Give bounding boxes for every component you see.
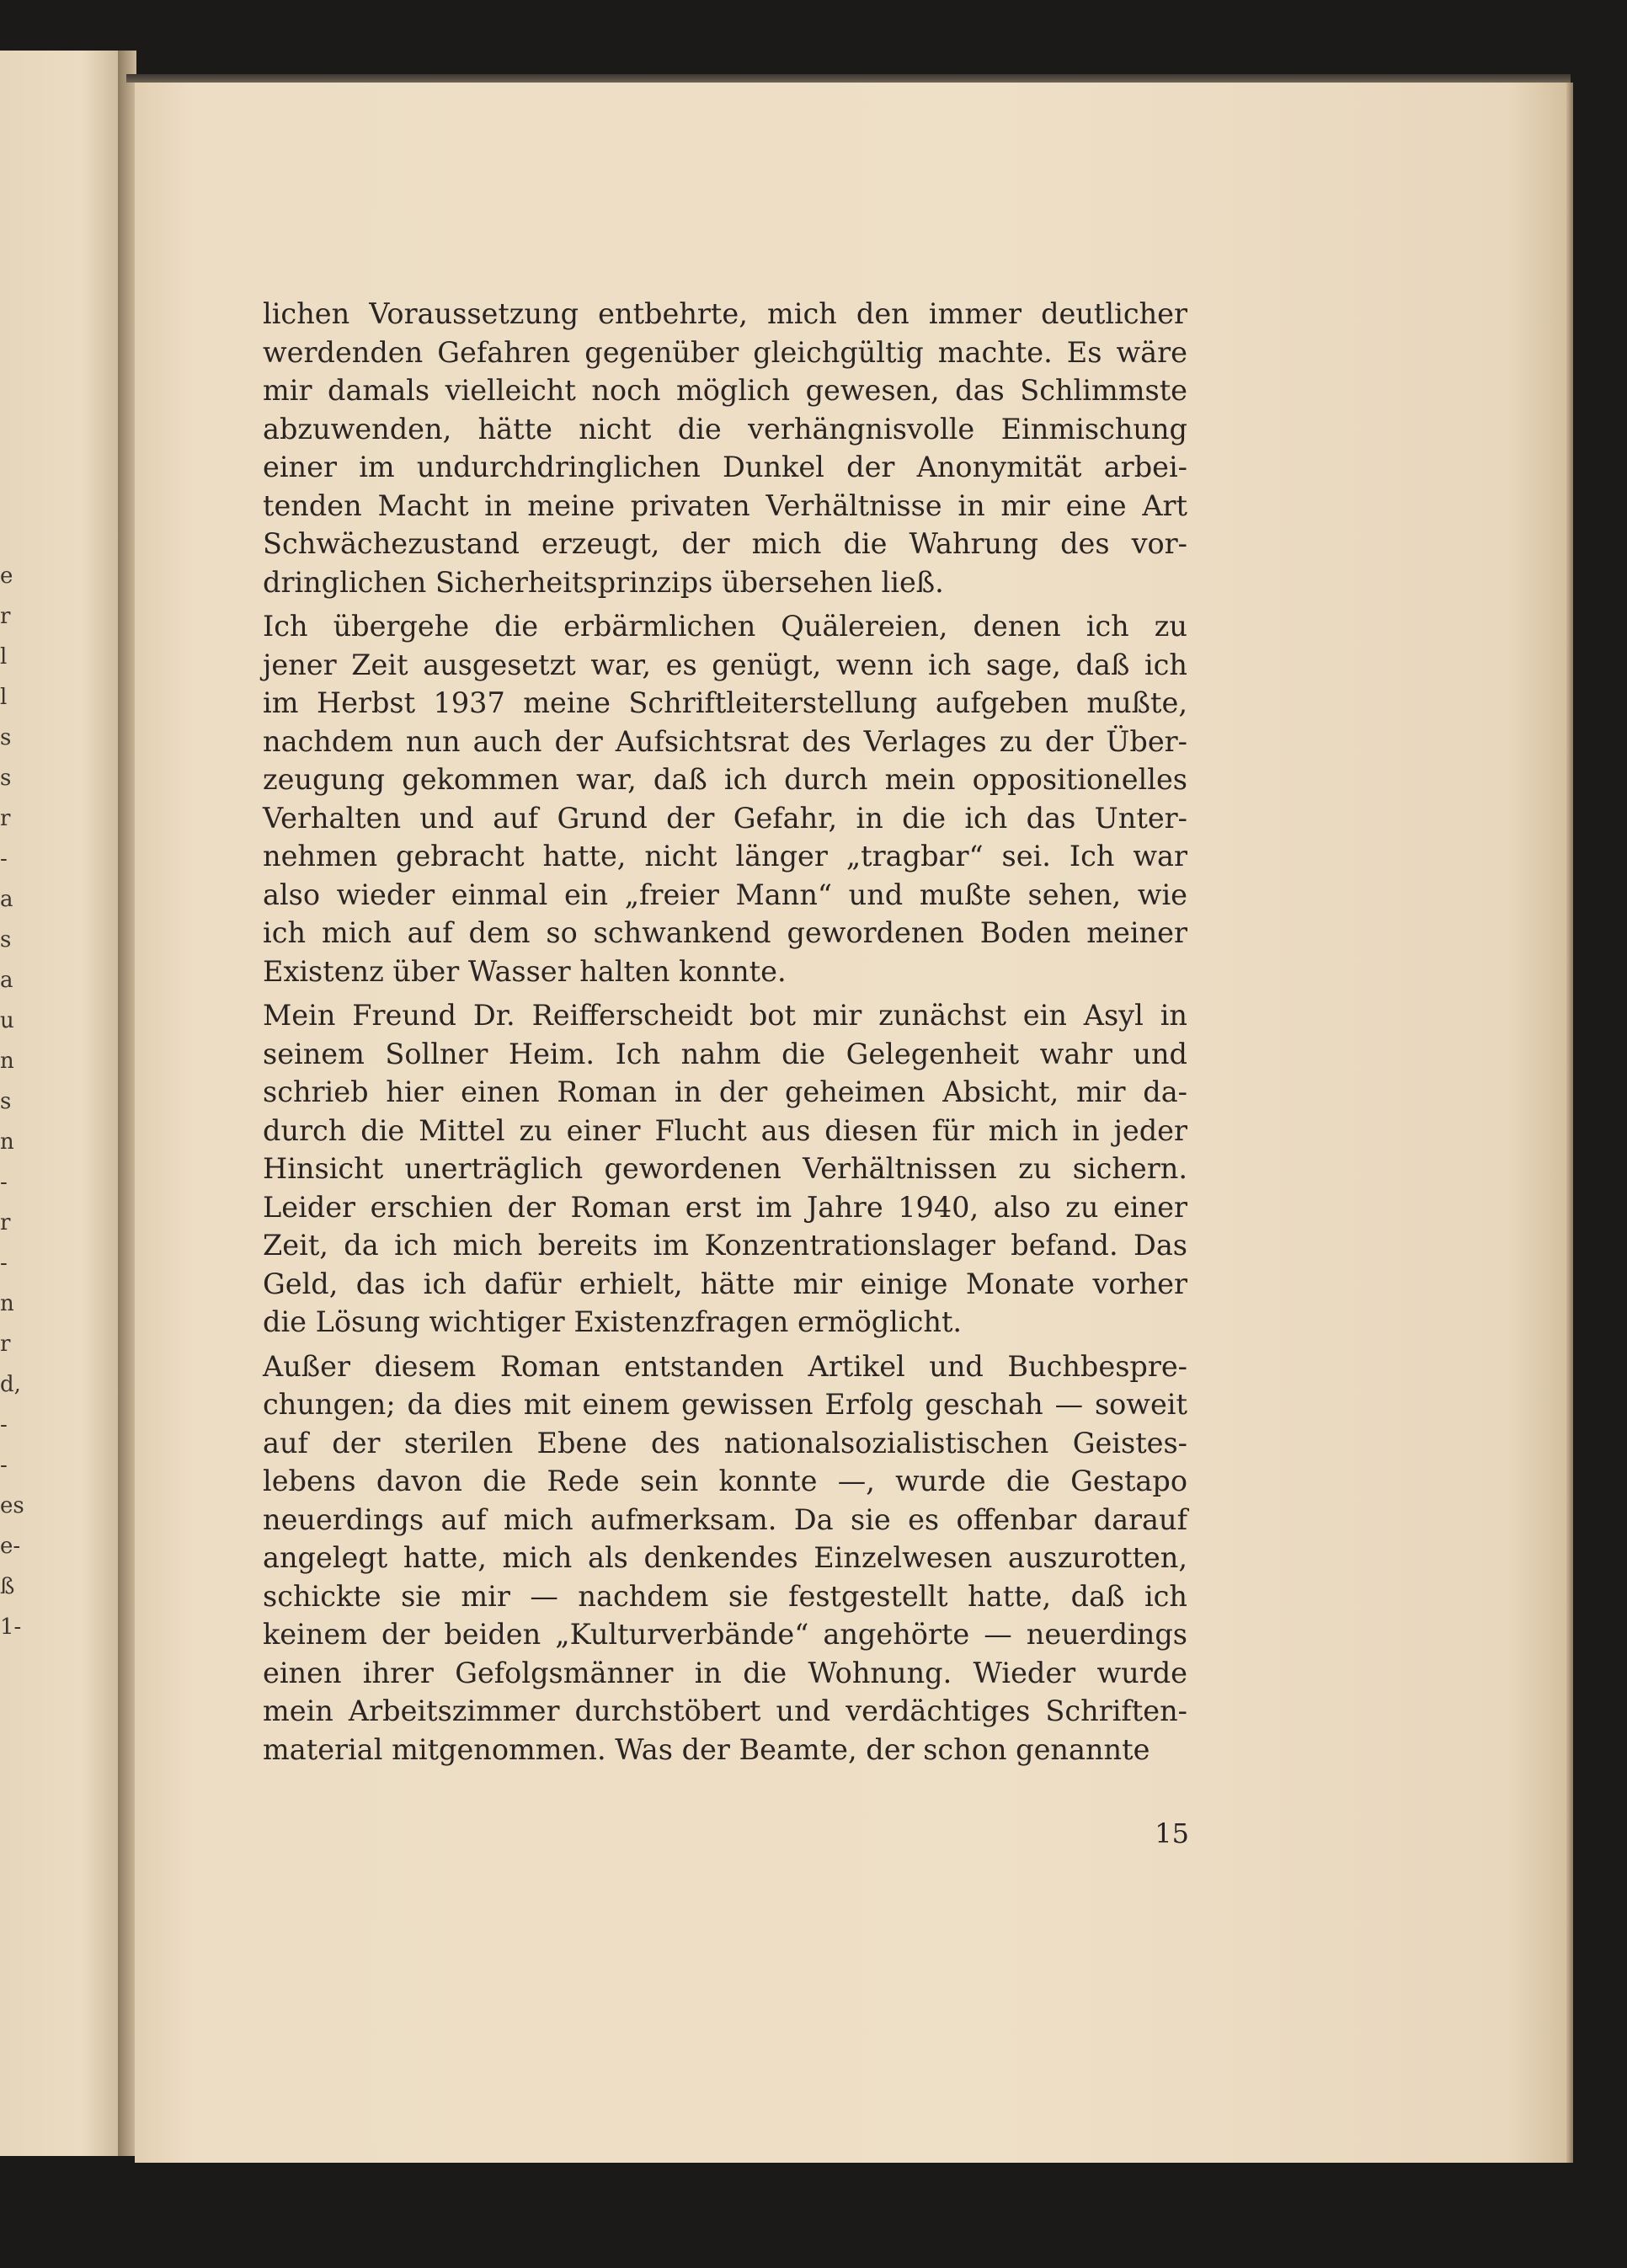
text-line: schickte sie mir — nachdem sie festgestellt hatte, daß ich: [263, 1579, 1187, 1613]
left-page-fragment: a: [0, 887, 13, 912]
left-page-fragment: e-: [0, 1534, 21, 1559]
text-line: auf der sterilen Ebene des nationalsozialistischen Geistes-: [263, 1426, 1187, 1460]
text-line: abzuwenden, hätte nicht die verhängnisvolle Einmischung: [263, 412, 1187, 446]
text-line: also wieder einmal ein „freier Mann“ und mußte sehen, wie: [263, 878, 1187, 911]
text-line: zeugung gekommen war, daß ich durch mein oppositionelles: [263, 763, 1187, 796]
left-page-fragment: s: [0, 766, 12, 791]
text-line: einen ihrer Gefolgsmänner in die Wohnung. Wieder wurde: [263, 1656, 1187, 1689]
text-line: Zeit, da ich mich bereits im Konzentrationslager befand. Das: [263, 1229, 1187, 1262]
book-top-edge: [126, 74, 1571, 83]
text-line: mein Arbeitszimmer durchstöbert und verdächtiges Schriften-: [263, 1694, 1187, 1727]
text-line: die Lösung wichtiger Existenzfragen ermöglicht.: [263, 1305, 963, 1338]
text-line: schrieb hier einen Roman in der geheimen Absicht, mir da-: [263, 1075, 1187, 1108]
text-line: lebens davon die Rede sein konnte —, wurde die Gestapo: [263, 1465, 1187, 1497]
text-line: mir damals vielleicht noch möglich gewesen, das Schlimmste: [263, 374, 1187, 407]
left-page-fragment: -: [0, 1170, 8, 1195]
text-line: Leider erschien der Roman erst im Jahre 1940, also zu einer: [263, 1190, 1187, 1224]
text-line: durch die Mittel zu einer Flucht aus diesen für mich in jeder: [263, 1113, 1187, 1147]
text-line: jener Zeit ausgesetzt war, es genügt, wenn ich sage, daß ich: [263, 648, 1187, 681]
left-page-fragment: s: [0, 725, 12, 750]
text-line: tenden Macht in meine privaten Verhältnisse in mir eine Art: [263, 488, 1187, 522]
left-page-fragment: es: [0, 1493, 24, 1518]
book-gutter: [118, 51, 136, 2156]
left-page-fragment: -: [0, 846, 8, 872]
text-line: Mein Freund Dr. Reifferscheidt bot mir zunächst ein Asyl in: [263, 999, 1187, 1032]
text-line: einer im undurchdringlichen Dunkel der Anonymität arbei-: [263, 451, 1187, 483]
left-page-fragment: ß: [0, 1574, 15, 1599]
left-page-fragment: s: [0, 927, 12, 953]
paragraph: [263, 607, 1187, 990]
left-page-fragment: -: [0, 1251, 8, 1276]
left-page-fragment: -: [0, 1412, 8, 1438]
left-page-text-fragments: [0, 556, 24, 1647]
left-page-fragment: -: [0, 1453, 8, 1478]
text-line: dringlichen Sicherheitsprinzips übersehen ließ.: [263, 565, 944, 599]
left-page-fragment: r: [0, 1331, 11, 1357]
text-line: lichen Voraussetzung entbehrte, mich den immer deutlicher: [263, 297, 1187, 330]
text-line: angelegt hatte, mich als denkendes Einzelwesen auszurotten,: [263, 1541, 1187, 1574]
text-line: ich mich auf dem so schwankend gewordenen Boden meiner: [263, 916, 1187, 949]
left-page-fragment: n: [0, 1129, 14, 1155]
text-line: Hinsicht unerträglich gewordenen Verhältnissen zu sichern.: [263, 1152, 1187, 1185]
paragraph: [263, 1347, 1187, 1769]
text-line: Ich übergehe die erbärmlichen Quälereien, denen ich zu: [263, 610, 1187, 643]
page-edge: [1566, 83, 1573, 2163]
text-line: nachdem nun auch der Aufsichtsrat des Verlages zu der Über-: [263, 724, 1187, 758]
left-page-fragment: l: [0, 644, 8, 670]
left-page-fragment: s: [0, 1089, 12, 1114]
text-line: Außer diesem Roman entstanden Artikel und Buchbespre-: [263, 1349, 1187, 1383]
text-line: chungen; da dies mit einem gewissen Erfolg geschah — soweit: [263, 1388, 1187, 1421]
left-page: [0, 51, 121, 2156]
left-page-fragment: 1-: [0, 1614, 22, 1640]
text-line: im Herbst 1937 meine Schriftleiterstellung aufgeben mußte,: [263, 686, 1187, 719]
text-line: neuerdings auf mich aufmerksam. Da sie es offenbar darauf: [263, 1502, 1187, 1536]
text-line: Schwächezustand erzeugt, der mich die Wahrung des vor-: [263, 527, 1187, 560]
body-text: [263, 295, 1187, 1774]
text-line: Geld, das ich dafür erhielt, hätte mir einige Monate vorher: [263, 1267, 1187, 1300]
text-line: material mitgenommen. Was der Beamte, der schon genannte: [263, 1732, 1150, 1766]
left-page-fragment: r: [0, 1210, 11, 1235]
text-line: seinem Sollner Heim. Ich nahm die Gelegenheit wahr und: [263, 1037, 1187, 1070]
left-page-fragment: a: [0, 968, 13, 993]
paragraph: [263, 996, 1187, 1342]
left-page-fragment: u: [0, 1008, 14, 1033]
left-page-fragment: n: [0, 1291, 14, 1316]
text-line: Existenz über Wasser halten konnte.: [263, 954, 787, 988]
left-page-fragment: r: [0, 604, 11, 629]
left-page-fragment: e: [0, 563, 13, 589]
paragraph: [263, 295, 1187, 601]
left-page-fragment: n: [0, 1049, 14, 1074]
text-line: Verhalten und auf Grund der Gefahr, in die ich das Unter-: [263, 801, 1187, 835]
text-line: keinem der beiden „Kulturverbände“ angehörte — neuerdings: [263, 1618, 1187, 1651]
text-line: nehmen gebracht hatte, nicht länger „tragbar“ sei. Ich war: [263, 840, 1187, 873]
left-page-fragment: l: [0, 685, 8, 710]
page-number: 15: [1155, 1817, 1189, 1849]
left-page-fragment: d,: [0, 1372, 21, 1397]
text-line: werdenden Gefahren gegenüber gleichgültig machte. Es wäre: [263, 335, 1187, 369]
left-page-fragment: r: [0, 806, 11, 831]
